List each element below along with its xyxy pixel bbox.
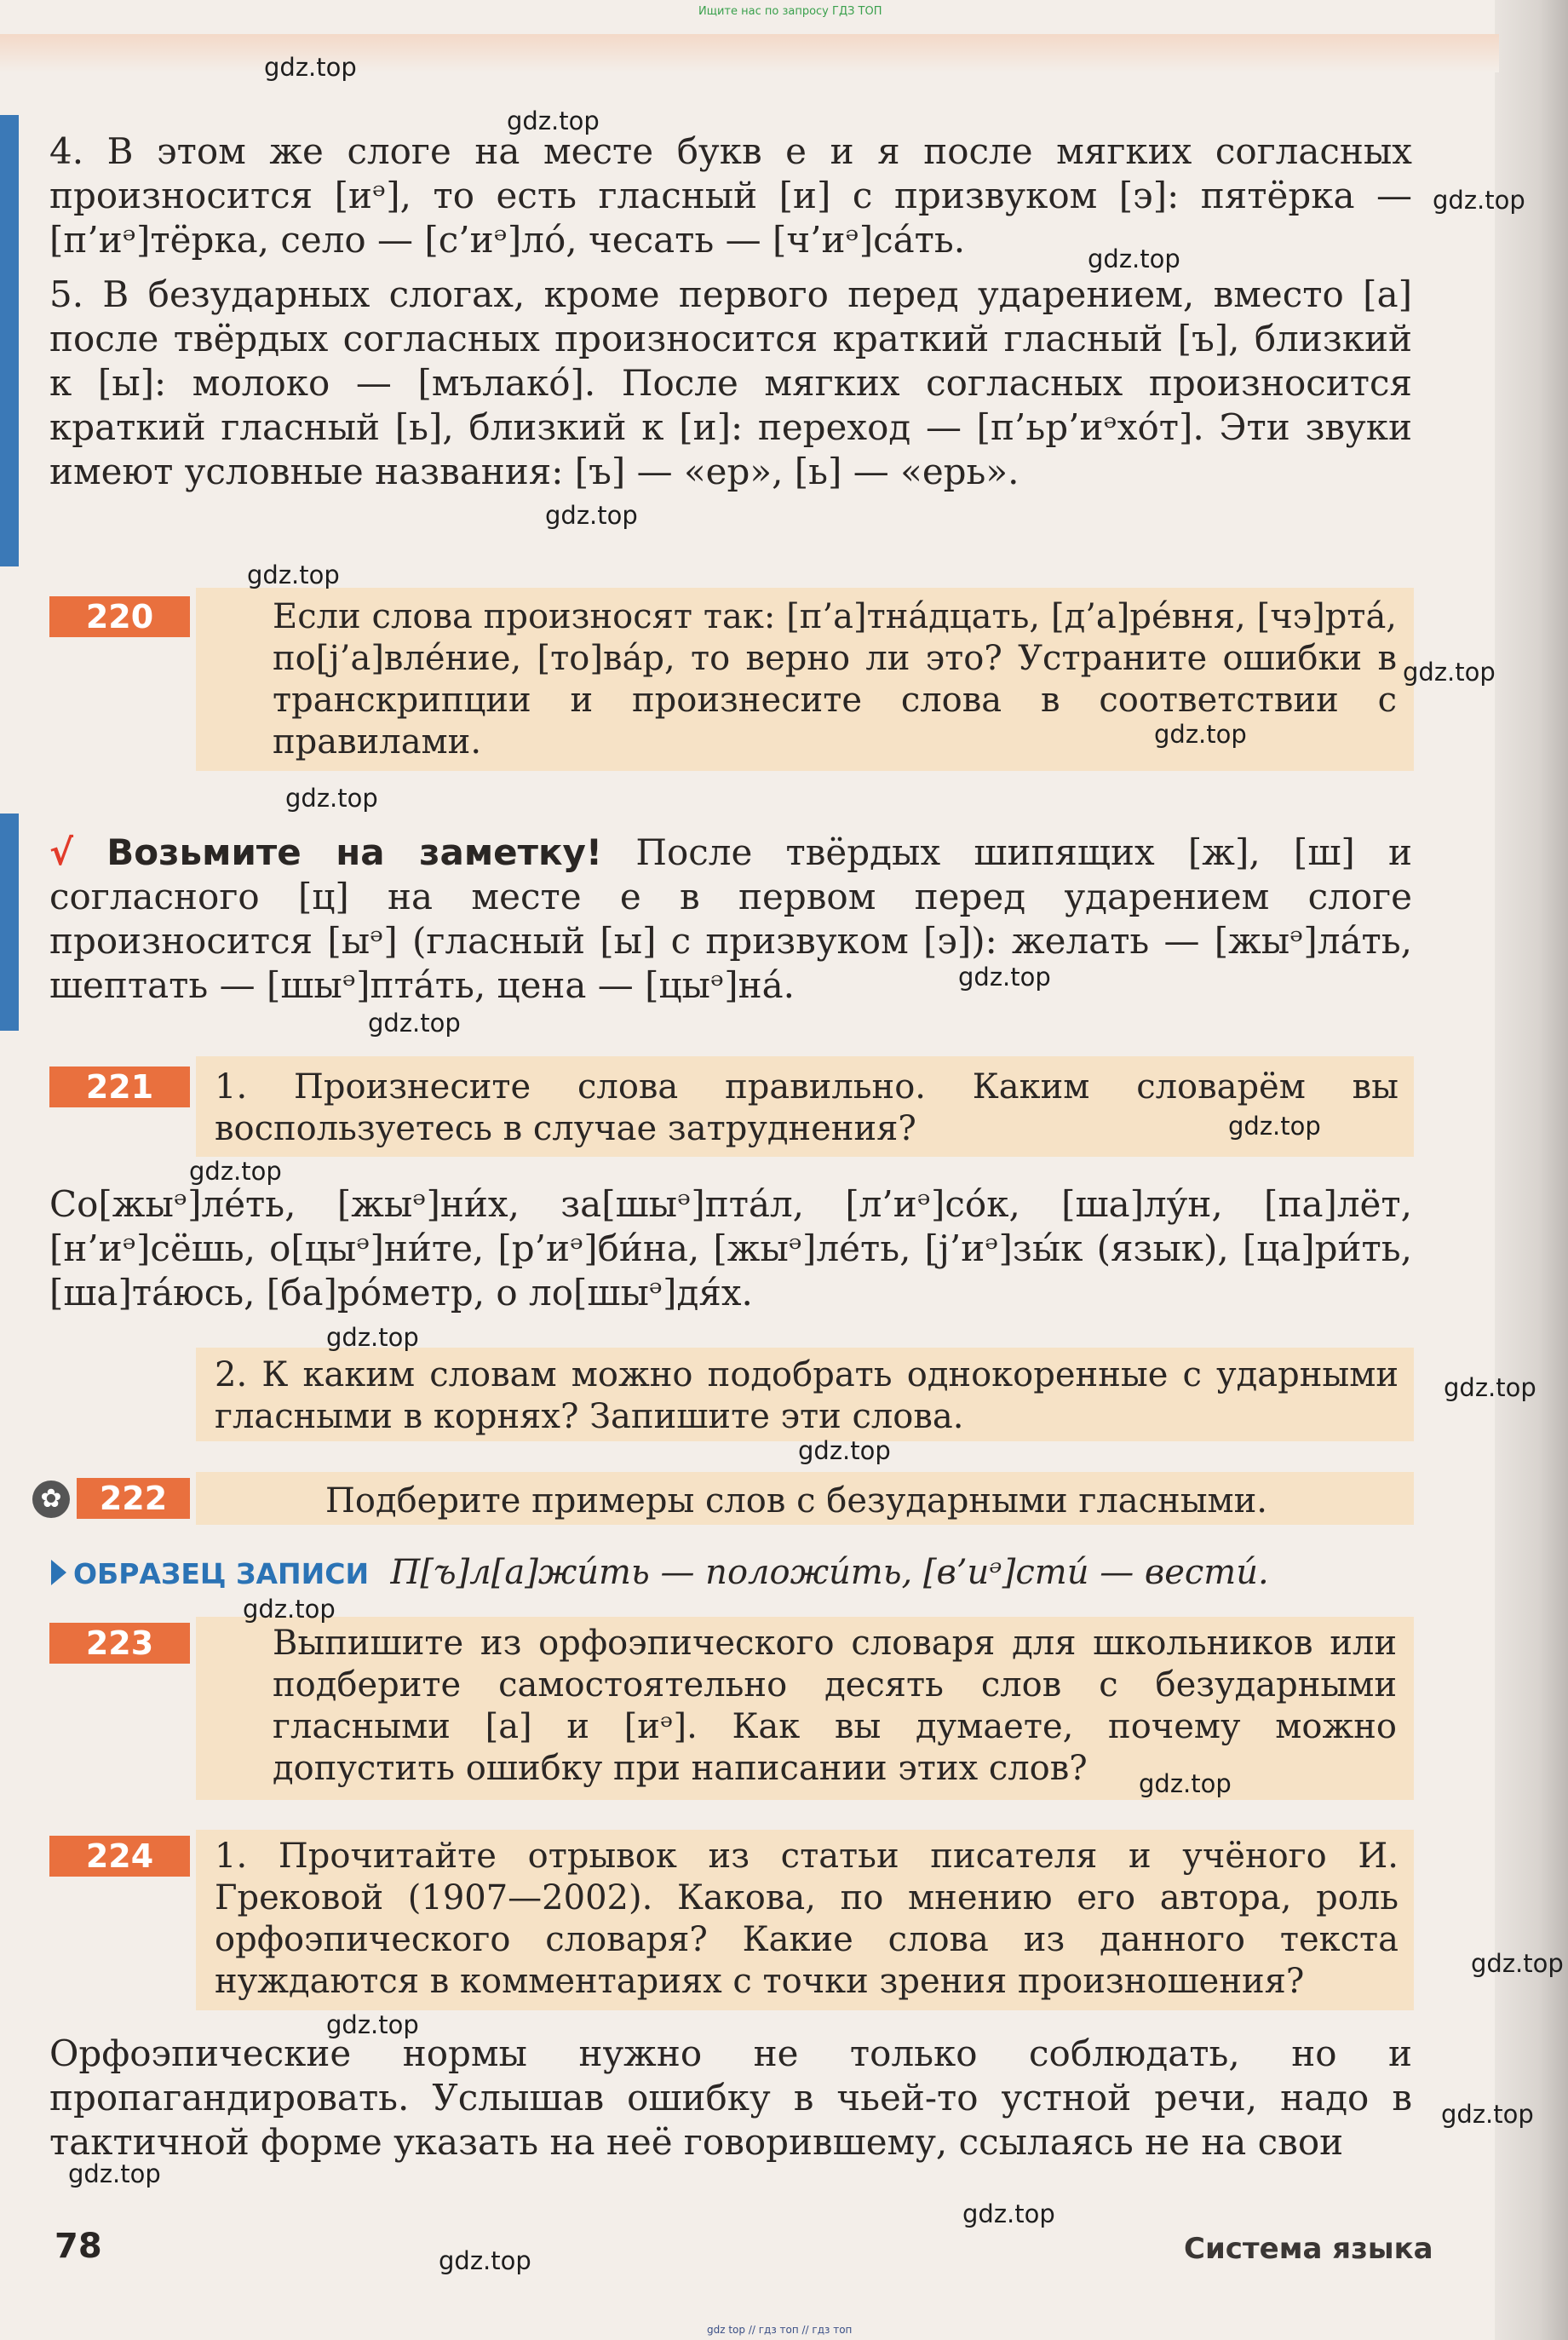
watermark: gdz.top xyxy=(326,1323,419,1352)
watermark: gdz.top xyxy=(962,2199,1055,2228)
star-icon: ✿ xyxy=(32,1480,70,1518)
task-224-text: 1. Прочитайте отрывок из статьи писателя и учёного И. Грековой (1907—2002). Какова, по мнению его автора, роль орфоэпического словаря? Какие слова из данного текста нуждаются в комментариях с точки зрения произношения? xyxy=(215,1837,1399,2001)
task-223-text: Выпишите из орфоэпического словаря для школьников или подберите самостоятельно десять слов с безударными гласными [а] и [иᵊ]. Как вы думаете, почему можно допустить ошибку при написании этих слов? xyxy=(273,1624,1397,1788)
sample-text: П[ъ]л[а]жи́ть — положи́ть, [в’иᵊ]сти́ — вести́. xyxy=(390,1553,1269,1592)
left-bar-note xyxy=(0,814,19,1031)
rule-5: 5. В безударных слогах, кроме первого перед ударением, вместо [а] после твёрдых согласных произносится краткий гласный [ъ], близкий к [ы]: молоко — [мълако́]. После мягких согласных произносится краткий гласный [ь], близкий к [и]: переход — [п’ьр’иᵊхо́т]. Эти звуки имеют условные названия: [ъ] — «ер», [ь] — «ерь». xyxy=(49,273,1412,492)
watermark: gdz.top xyxy=(1228,1112,1321,1141)
take-note xyxy=(49,831,1412,1008)
bottom-note: gdz top // гдз топ // гдз топ xyxy=(707,2324,853,2336)
watermark: gdz.top xyxy=(439,2246,531,2275)
watermark: gdz.top xyxy=(285,784,378,813)
task-221-question-2: 2. К каким словам можно подобрать однокоренные с ударными гласными в корнях? Запишите эти слова. xyxy=(215,1355,1399,1436)
task-220-number: 220 xyxy=(49,596,190,637)
sample-label: ОБРАЗЕЦ ЗАПИСИ xyxy=(73,1557,370,1590)
watermark: gdz.top xyxy=(545,501,638,530)
watermark: gdz.top xyxy=(368,1009,461,1038)
task-221-words: Со[жыᵊ]ле́ть, [жыᵊ]ни́х, за[шыᵊ]пта́л, [л’иᵊ]со́к, [ша]лу́н, [па]лёт, [н’иᵊ]сёшь, о[цыᵊ]ни́те, [р’иᵊ]би́на, [жыᵊ]ле́ть, [j’иᵊ]зы́к (язык), [ца]ри́ть, [ша]та́юсь, [ба]ро́метр, о ло[шыᵊ]дя́х. xyxy=(49,1183,1412,1314)
check-icon: √ xyxy=(49,831,74,873)
watermark: gdz.top xyxy=(68,2159,161,2188)
task-222-text: Подберите примеры слов с безударными гласными. xyxy=(325,1481,1268,1521)
rule-4: 4. В этом же слоге на месте букв е и я после мягких согласных произносится [иᵊ], то есть гласный [и] с призвуком [э]: пятёрка — [п’иᵊ]тёрка, село — [с’иᵊ]ло́, чесать — [ч’иᵊ]са́ть. xyxy=(49,130,1412,261)
take-note-text: После твёрдых шипящих [ж], [ш] и согласного [ц] на месте е в первом перед ударением слоге произносится [ыᵊ] (гласный [ы] с призвуком [э]): желать — [жыᵊ]ла́ть, шептать — [шыᵊ]пта́ть, цена — [цыᵊ]на́. xyxy=(49,831,1412,1006)
watermark: gdz.top xyxy=(1444,1373,1536,1402)
watermark: gdz.top xyxy=(1433,186,1525,215)
page-number: 78 xyxy=(55,2227,102,2266)
section-title: Система языка xyxy=(1184,2232,1433,2266)
task-221-question-1: 1. Произнесите слова правильно. Каким словарём вы воспользуетесь в случае затруднения? xyxy=(215,1067,1399,1148)
watermark: gdz.top xyxy=(798,1436,891,1465)
take-note-title: Возьмите на заметку! xyxy=(106,831,603,873)
watermark: gdz.top xyxy=(243,1595,336,1624)
sample-record xyxy=(51,1550,1269,1596)
task-220-text: Если слова произносят так: [п’а]тна́дцать, [д’а]ре́вня, [чэ]рта́, по[j’а]вле́ние, [то]ва́р, то верно ли это? Устраните ошибки в транскрипции и произнесите слова в соответствии с правилами. xyxy=(273,597,1397,762)
watermark: gdz.top xyxy=(1441,2100,1534,2129)
watermark: gdz.top xyxy=(1139,1769,1232,1798)
closing-paragraph: Орфоэпические нормы нужно не только соблюдать, но и пропагандировать. Услышав ошибку в чьей-то устной речи, надо в тактичной форме указать на неё говорившему, ссылаясь не на свои xyxy=(49,2032,1412,2163)
triangle-icon xyxy=(51,1560,66,1585)
watermark: gdz.top xyxy=(1088,244,1180,273)
top-note: Ищите нас по запросу ГДЗ ТОП xyxy=(698,5,882,18)
watermark: gdz.top xyxy=(507,106,600,135)
left-bar-rules xyxy=(0,115,19,566)
watermark: gdz.top xyxy=(1154,720,1247,749)
watermark: gdz.top xyxy=(1403,658,1496,687)
watermark: gdz.top xyxy=(326,2010,419,2039)
watermark: gdz.top xyxy=(264,53,357,82)
task-222-number: 222 xyxy=(77,1478,190,1519)
watermark: gdz.top xyxy=(1471,1949,1564,1978)
task-223-number: 223 xyxy=(49,1623,190,1664)
watermark: gdz.top xyxy=(189,1157,282,1186)
watermark: gdz.top xyxy=(958,963,1051,992)
watermark: gdz.top xyxy=(247,561,340,589)
page-edge-shadow xyxy=(1495,0,1568,2340)
task-221-number: 221 xyxy=(49,1067,190,1107)
task-224-number: 224 xyxy=(49,1836,190,1877)
top-band xyxy=(0,34,1499,72)
